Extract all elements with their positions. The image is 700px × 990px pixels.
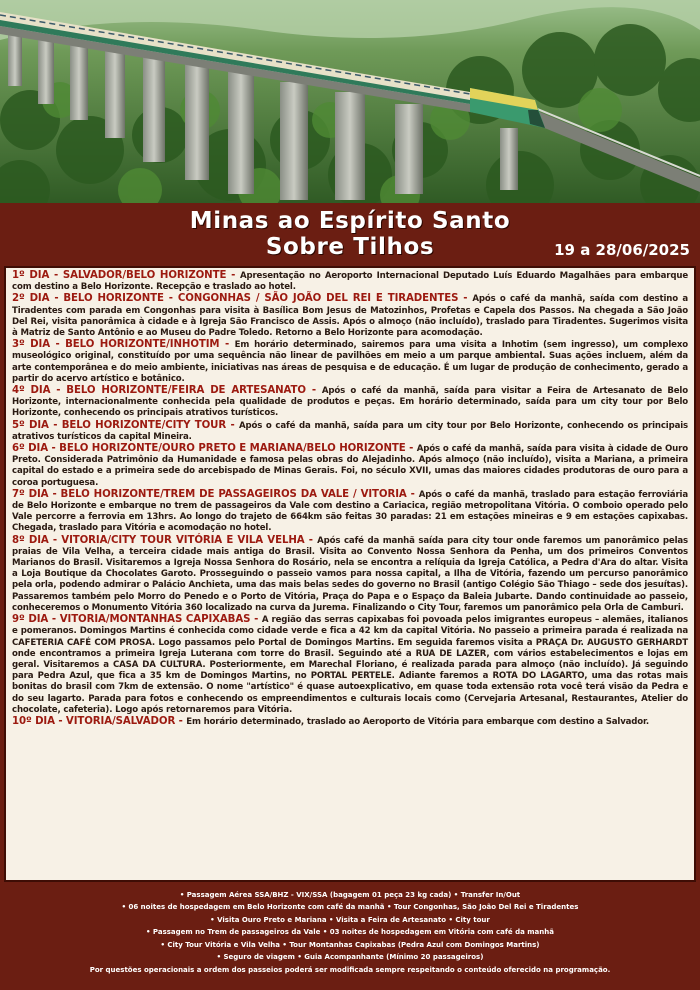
day-text: Após o café da manhã, saída para visita à cidade de Ouro Preto. Considerada Patrimônio da Humanidade e famosa pelas obras do Alejadinho. Após almoço (não incluído), visita a Mariana, a primeira capital do estado e a primeira sede do arcebispado de Minas Gerais. Foi, no século XVII, umas das maiores cidades produtoras de ouro para a coroa portuguesa.	[12, 444, 688, 488]
hero-photo	[0, 0, 700, 205]
inclusion-line: • Passagem no Trem de passageiros da Vale • 03 noites de hospedagem em Vitória com café da manhã	[146, 928, 554, 937]
day-text: Apresentação no Aeroporto Internacional Deputado Luís Eduardo Magalhães para embarque com destino a Belo Horizonte. Recepção e traslado ao hotel.	[12, 271, 688, 293]
inclusion-line: • Visita Ouro Preto e Mariana • Visita a Feira de Artesanato • City tour	[210, 915, 490, 924]
title-band	[0, 203, 700, 265]
inclusion-line: • Seguro de viagem • Guia Acompanhante (Mínimo 20 passageiros)	[216, 953, 484, 962]
trip-dates: 19 a 28/06/2025	[554, 241, 690, 259]
itinerary-day	[12, 420, 688, 443]
day-heading: 7º DIA - BELO HORIZONTE/TREM DE PASSAGEIROS DA VALE / VITORIA -	[12, 488, 419, 500]
itinerary-day	[12, 270, 688, 293]
day-text: Após o café da manhã, traslado para estação ferroviária de Belo Horizonte e embarque no trem de passageiros da Vale com destino a Cariacica, região metropolitana Vitória. O comboio operado pelo Vale percorre a ferrovia em 13hrs. Ao longo do trajeto de 664km são feitas 30 paradas: 21 em estações mineiras e 9 em estações capixabas. Chegada, traslado para Vitória e acomodação no hotel.	[12, 489, 688, 534]
day-text: Em horário determinado, sairemos para uma visita a Inhotim (sem ingresso), um complexo museológico original, constituído por uma sequência não linear de pavilhões em meio a um parque ambiental. Suas ações incluem, além da arte contemporânea e do meio ambiente, iniciativas nas áreas de pesquisa e de educação. É um lugar de produção de conhecimento, gerado a partir do acervo artístico e botânico.	[12, 340, 688, 384]
day-text: Após café da manhã saída para city tour onde faremos um panorâmico pelas praias de Vila Velha, a terceira cidade mais antiga do Brasil. Visita ao Convento Nossa Senhora da Penha, um dos primeiros Conventos Marianos do Brasil. Visitaremos a Igreja Nossa Senhora do Rosário, nela se encontra a relíquia da Igreja Católica, a Pedra d'Ara do altar. Visita a Loja Boutique da Chocolates Garoto. Prosseguindo o passeio vamos para nossa capital, a Ilha de Vitória, fazendo um percurso panorâmico pela orla, podendo admirar o Palácio Anchieta, uma das mais belas sedes do governo no Brasil (antigo Colégio São Thiago – sede dos jesuítas). Passaremos também pelo Morro do Penedo e o Porto de Vitória, Praça do Papa e o Espaço da Baleia Jubarte. Dando continuidade ao passeio, conheceremos o Monumento Vitória 360 localizado na curva da Jurema. Finalizando o City Tour, faremos um panorâmico pela Orla de Camburi.	[12, 535, 688, 613]
itinerary-day	[12, 614, 688, 716]
day-text: Após o café da manhã, saída para um city tour por Belo Horizonte, conhecendo os principais atrativos turísticos da capital Mineira.	[12, 420, 688, 442]
day-heading: 9º DIA - VITORIA/MONTANHAS CAPIXABAS -	[12, 614, 262, 626]
itinerary-day	[12, 489, 688, 535]
itinerary-day	[12, 385, 688, 420]
inclusion-line: • City Tour Vitória e Vila Velha • Tour Montanhas Capixabas (Pedra Azul com Domingos Martins)	[160, 940, 540, 949]
inclusion-line: • Passagem Aérea SSA/BHZ - VIX/SSA (bagagem 01 peça 23 kg cada) • Transfer In/Out	[179, 891, 521, 899]
itinerary-day	[12, 443, 688, 489]
day-heading: 1º DIA - SALVADOR/BELO HORIZONTE -	[12, 270, 240, 281]
day-heading: 10º DIA - VITORIA/SALVADOR -	[12, 715, 187, 727]
day-text: A região das serras capixabas foi povoada pelos imigrantes europeus – alemães, italianos e pomeranos. Domingos Martins é conhecida como cidade verde e fica a 42 km da capital Vitória. No passeio a primeira parada é realizada na CAFETERIA CAFÉ COM PROSA. Logo passamos pelo Portal de Domingos Martins. Em seguida faremos visita a PRAÇA Dr. AUGUSTO GERHARDT onde encontramos a primeira Igreja Luterana com torre do Brasil. Seguindo até a RUA DE LAZER, com vários estabelecimentos e lojas em geral. Visitaremos a CASA DA CULTURA. Posteriormente, em Marechal Floriano, é realizada parada para almoço (não incluído). Já seguindo para Pedra Azul, que fica a 35 km de Domingos Martins, no PORTAL PERTELE. Adiante faremos a ROTA DO LAGARTO, uma das rotas mais bonitas do brasil com 7km de extensão. O nome "artístico" é quase autoexplicativo, em quase toda extensão rota você terá visão da Pedra e do seu lagarto. Parada para fotos e conhecendo os empreendimentos e culturais locais como (Cervejaria Artesanal, Restaurantes, Atelier do chocolate, cafeteria). Logo após retornaremos para Vitória.	[12, 615, 689, 715]
day-text: Após o café da manhã, saída para visitar a Feira de Artesanato de Belo Horizonte, internacionalmente conhecida pela qualidade de produtos e peças. Em horário determinado, saída para um city tour por Belo Horizonte, conhecendo os principais atrativos turísticos.	[12, 386, 688, 419]
day-heading: 6º DIA - BELO HORIZONTE/OURO PRETO E MARIANA/BELO HORIZONTE -	[12, 443, 417, 455]
itinerary-day	[12, 339, 688, 385]
itinerary-day	[12, 716, 688, 728]
day-heading: 3º DIA - BELO HORIZONTE/INHOTIM -	[12, 339, 235, 351]
footer-note: Por questões operacionais a ordem dos passeios poderá ser modificada sempre respeitando o conteúdo oferecido na programação.	[89, 966, 611, 975]
itinerary-day	[12, 293, 688, 339]
itinerary-day	[12, 535, 688, 614]
day-heading: 2º DIA - BELO HORIZONTE - CONGONHAS / SÃO JOÃO DEL REI E TIRADENTES -	[12, 293, 473, 305]
itinerary-box	[4, 266, 696, 882]
day-heading: 8º DIA - VITORIA/CITY TOUR VITÓRIA E VILA VELHA -	[12, 534, 318, 546]
day-heading: 4º DIA - BELO HORIZONTE/FEIRA DE ARTESANATO -	[12, 385, 322, 397]
day-heading: 5º DIA - BELO HORIZONTE/CITY TOUR -	[12, 419, 239, 431]
page-subtitle: Sobre Tilhos	[265, 234, 435, 260]
day-text: Após o café da manhã, saída com destino a Tiradentes com parada em Congonhas para visita à Basílica Bom Jesus de Matozinhos, Profetas e Capela dos Passos. Na chegada a São João Del Rei, visita panorâmica à cidade e à Igreja São Francisco de Assis. Após o almoço (não incluído), traslado para Tiradentes. Sugerimos visita à Matriz de Santo Antônio e ao Museu do Padre Toledo. Retorno a Belo Horizonte para acomodação.	[12, 294, 688, 339]
inclusions-list	[0, 886, 700, 990]
page-title: Minas ao Espírito Santo	[189, 208, 511, 234]
train-viaduct-illustration	[0, 0, 700, 205]
day-text: Em horário determinado, traslado ao Aeroporto de Vitória para embarque com destino a Salvador.	[186, 716, 650, 727]
inclusion-line: • 06 noites de hospedagem em Belo Horizonte com café da manhã • Tour Congonhas, São João Del Rei e Tiradentes	[121, 903, 579, 912]
